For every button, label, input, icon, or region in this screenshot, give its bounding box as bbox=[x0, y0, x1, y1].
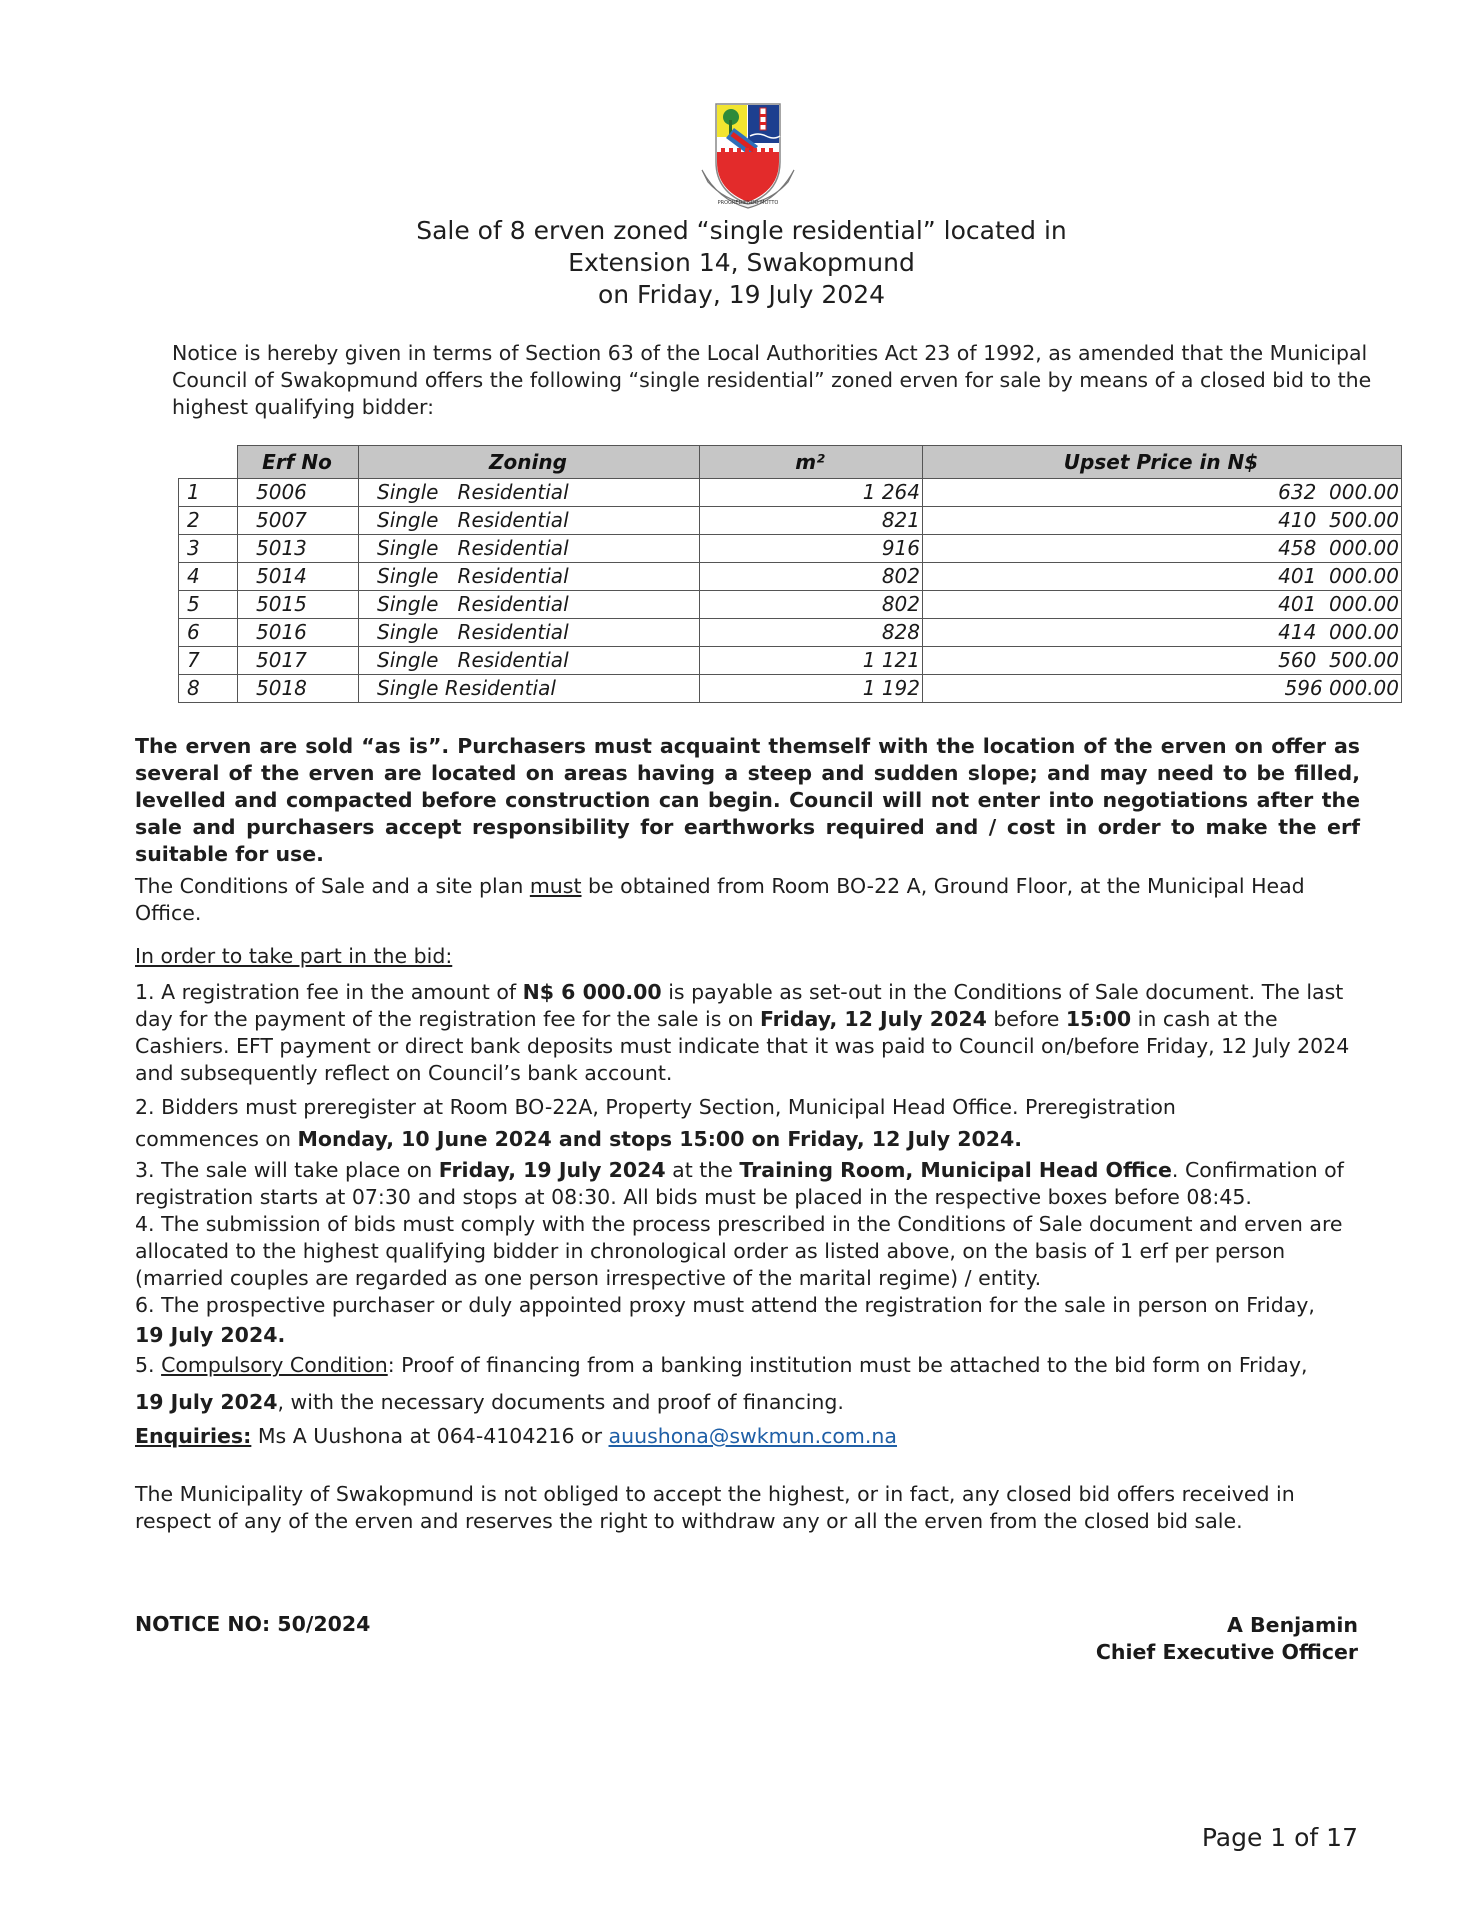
requirement-item-5-line-1 bbox=[135, 1352, 1360, 1379]
erf-number: 5015 bbox=[238, 591, 359, 619]
enquiries-email-link[interactable]: auushona@swkmun.com.na bbox=[608, 1424, 897, 1448]
requirement-item-6-line-1: 6. The prospective purchaser or duly appointed proxy must attend the registration for the sale in person on Friday, bbox=[135, 1293, 1315, 1317]
area-m2: 1 264 bbox=[700, 479, 923, 507]
upset-price: 458 000.00 bbox=[923, 535, 1402, 563]
upset-price: 560 500.00 bbox=[923, 647, 1402, 675]
page-title bbox=[0, 215, 1483, 311]
row-index: 7 bbox=[179, 647, 238, 675]
requirement-item-2-line-1: 2. Bidders must preregister at Room BO-22A, Property Section, Municipal Head Office. Preregistration bbox=[135, 1095, 1176, 1119]
area-m2: 802 bbox=[700, 563, 923, 591]
table-row bbox=[179, 535, 1402, 563]
upset-price: 596 000.00 bbox=[923, 675, 1402, 703]
conditions-text-pre: The Conditions of Sale and a site plan bbox=[135, 874, 530, 898]
upset-price: 401 000.00 bbox=[923, 591, 1402, 619]
area-m2: 1 121 bbox=[700, 647, 923, 675]
payment-deadline-date: Friday, 12 July 2024 bbox=[759, 1007, 987, 1031]
item1-text: in cash at the Cashiers. EFT payment or direct bank deposits must indicate that it was paid to Council on/before Friday, 12 July 2024 and subsequently reflect on Council’s bank account. bbox=[135, 1007, 1350, 1085]
municipal-crest-icon bbox=[698, 100, 798, 212]
title-line-1: Sale of 8 erven zoned “single residential” located in bbox=[416, 216, 1067, 245]
item3-text: . Confirmation of registration starts at 07:30 and stops at 08:30. All bids must be placed in the respective boxes before 08:45. bbox=[135, 1158, 1344, 1209]
column-header-index bbox=[179, 446, 238, 479]
erf-number: 5018 bbox=[238, 675, 359, 703]
item3-text: 3. The sale will take place on bbox=[135, 1158, 439, 1182]
erven-table bbox=[178, 445, 1402, 703]
erf-number: 5007 bbox=[238, 507, 359, 535]
table-row bbox=[179, 647, 1402, 675]
area-m2: 916 bbox=[700, 535, 923, 563]
row-index: 8 bbox=[179, 675, 238, 703]
erf-number: 5017 bbox=[238, 647, 359, 675]
zoning: Single Residential bbox=[359, 507, 700, 535]
table-row bbox=[179, 591, 1402, 619]
enquiries-contact: Ms A Uushona at 064-4104216 or bbox=[251, 1424, 609, 1448]
item3-text: at the bbox=[665, 1158, 740, 1182]
payment-deadline-time: 15:00 bbox=[1065, 1007, 1132, 1031]
table-row bbox=[179, 507, 1402, 535]
zoning: Single Residential bbox=[359, 563, 700, 591]
column-header-erf-no: Erf No bbox=[238, 446, 359, 479]
conditions-text-post: be obtained from Room BO-22 A, Ground Floor, at the Municipal Head Office. bbox=[135, 874, 1305, 925]
disclaimer-paragraph: The Municipality of Swakopmund is not obliged to accept the highest, or in fact, any closed bid offers received in respect of any of the erven and reserves the right to withdraw any or all the erven from the closed bid sale. bbox=[135, 1482, 1295, 1533]
signer-name: A Benjamin bbox=[1227, 1613, 1358, 1637]
zoning: Single Residential bbox=[359, 675, 700, 703]
requirement-item-3 bbox=[135, 1157, 1360, 1211]
requirement-item-5-line-2 bbox=[135, 1389, 1360, 1416]
zoning: Single Residential bbox=[359, 535, 700, 563]
table-row bbox=[179, 563, 1402, 591]
item1-text: before bbox=[986, 1007, 1066, 1031]
item5-text: : Proof of financing from a banking institution must be attached to the bid form on Friday, bbox=[387, 1353, 1308, 1377]
signature-block bbox=[1096, 1612, 1358, 1666]
intro-paragraph: Notice is hereby given in terms of Section 63 of the Local Authorities Act 23 of 1992, as amended that the Municipal Council of Swakopmund offers the following “single residential” zoned erven for sale by means of a closed bid to the highest qualifying bidder: bbox=[172, 341, 1372, 419]
erf-number: 5016 bbox=[238, 619, 359, 647]
requirement-item-1 bbox=[135, 979, 1360, 1087]
item1-text: 1. A registration fee in the amount of bbox=[135, 980, 523, 1004]
column-header-upset-price: Upset Price in N$ bbox=[923, 446, 1402, 479]
area-m2: 802 bbox=[700, 591, 923, 619]
row-index: 5 bbox=[179, 591, 238, 619]
registration-fee-amount: N$ 6 000.00 bbox=[522, 980, 662, 1004]
conditions-of-sale-paragraph bbox=[135, 873, 1360, 927]
notice-number: NOTICE NO: 50/2024 bbox=[135, 1612, 371, 1636]
row-index: 3 bbox=[179, 535, 238, 563]
erf-number: 5013 bbox=[238, 535, 359, 563]
conditions-emphasis-must: must bbox=[529, 874, 582, 898]
sale-venue: Training Room, Municipal Head Office bbox=[739, 1158, 1172, 1182]
compulsory-condition-label: Compulsory Condition bbox=[161, 1353, 388, 1377]
row-index: 4 bbox=[179, 563, 238, 591]
table-header-row bbox=[179, 446, 1402, 479]
signer-title: Chief Executive Officer bbox=[1095, 1640, 1358, 1664]
item1-text: is payable as set-out in the Conditions of Sale document. The last day for the payment of the registration fee for the sale is on bbox=[135, 980, 1344, 1031]
title-line-3: on Friday, 19 July 2024 bbox=[597, 280, 886, 309]
table-row bbox=[179, 675, 1402, 703]
item5-text: 5. bbox=[135, 1353, 162, 1377]
zoning: Single Residential bbox=[359, 591, 700, 619]
upset-price: 414 000.00 bbox=[923, 619, 1402, 647]
as-is-warning-paragraph: The erven are sold “as is”. Purchasers must acquaint themself with the location of the erven on offer as several of the erven are located on areas having a steep and sudden slope; and may need to be filled, levelled and compacted before construction can begin. Council will not enter into negotiations after the sale and purchasers accept responsibility for earthworks required and / cost in order to make the erf suitable for use. bbox=[135, 734, 1360, 866]
enquiries-line bbox=[135, 1423, 1360, 1450]
upset-price: 632 000.00 bbox=[923, 479, 1402, 507]
column-header-area: m² bbox=[700, 446, 923, 479]
row-index: 6 bbox=[179, 619, 238, 647]
page-number: Page 1 of 17 bbox=[1201, 1823, 1358, 1852]
item2-text: commences on bbox=[135, 1127, 298, 1151]
sale-date: Friday, 19 July 2024 bbox=[438, 1158, 666, 1182]
preregistration-period: Monday, 10 June 2024 and stops 15:00 on Friday, 12 July 2024. bbox=[297, 1127, 1023, 1151]
upset-price: 401 000.00 bbox=[923, 563, 1402, 591]
zoning: Single Residential bbox=[359, 619, 700, 647]
svg-text:PROGREDIENDO MOTTO: PROGREDIENDO MOTTO bbox=[717, 200, 779, 206]
table-row bbox=[179, 479, 1402, 507]
item5-text: , with the necessary documents and proof of financing. bbox=[277, 1390, 844, 1414]
enquiries-label: Enquiries: bbox=[135, 1424, 252, 1448]
requirement-item-6-line-2: 19 July 2024. bbox=[135, 1323, 286, 1347]
column-header-zoning: Zoning bbox=[359, 446, 700, 479]
row-index: 2 bbox=[179, 507, 238, 535]
requirement-item-4: 4. The submission of bids must comply with the process prescribed in the Conditions of Sale document and erven are allocated to the highest qualifying bidder in chronological order as listed above, on the basis of 1 erf per person (married couples are regarded as one person irrespective of the marital regime) / entity. bbox=[135, 1212, 1343, 1290]
requirement-item-2-line-2 bbox=[135, 1126, 1360, 1153]
erf-number: 5006 bbox=[238, 479, 359, 507]
zoning: Single Residential bbox=[359, 479, 700, 507]
area-m2: 828 bbox=[700, 619, 923, 647]
upset-price: 410 500.00 bbox=[923, 507, 1402, 535]
table-row bbox=[179, 619, 1402, 647]
erf-number: 5014 bbox=[238, 563, 359, 591]
zoning: Single Residential bbox=[359, 647, 700, 675]
bid-requirements-heading: In order to take part in the bid: bbox=[135, 944, 453, 968]
title-line-2: Extension 14, Swakopmund bbox=[568, 248, 915, 277]
area-m2: 821 bbox=[700, 507, 923, 535]
area-m2: 1 192 bbox=[700, 675, 923, 703]
bid-form-date: 19 July 2024 bbox=[135, 1390, 278, 1414]
row-index: 1 bbox=[179, 479, 238, 507]
